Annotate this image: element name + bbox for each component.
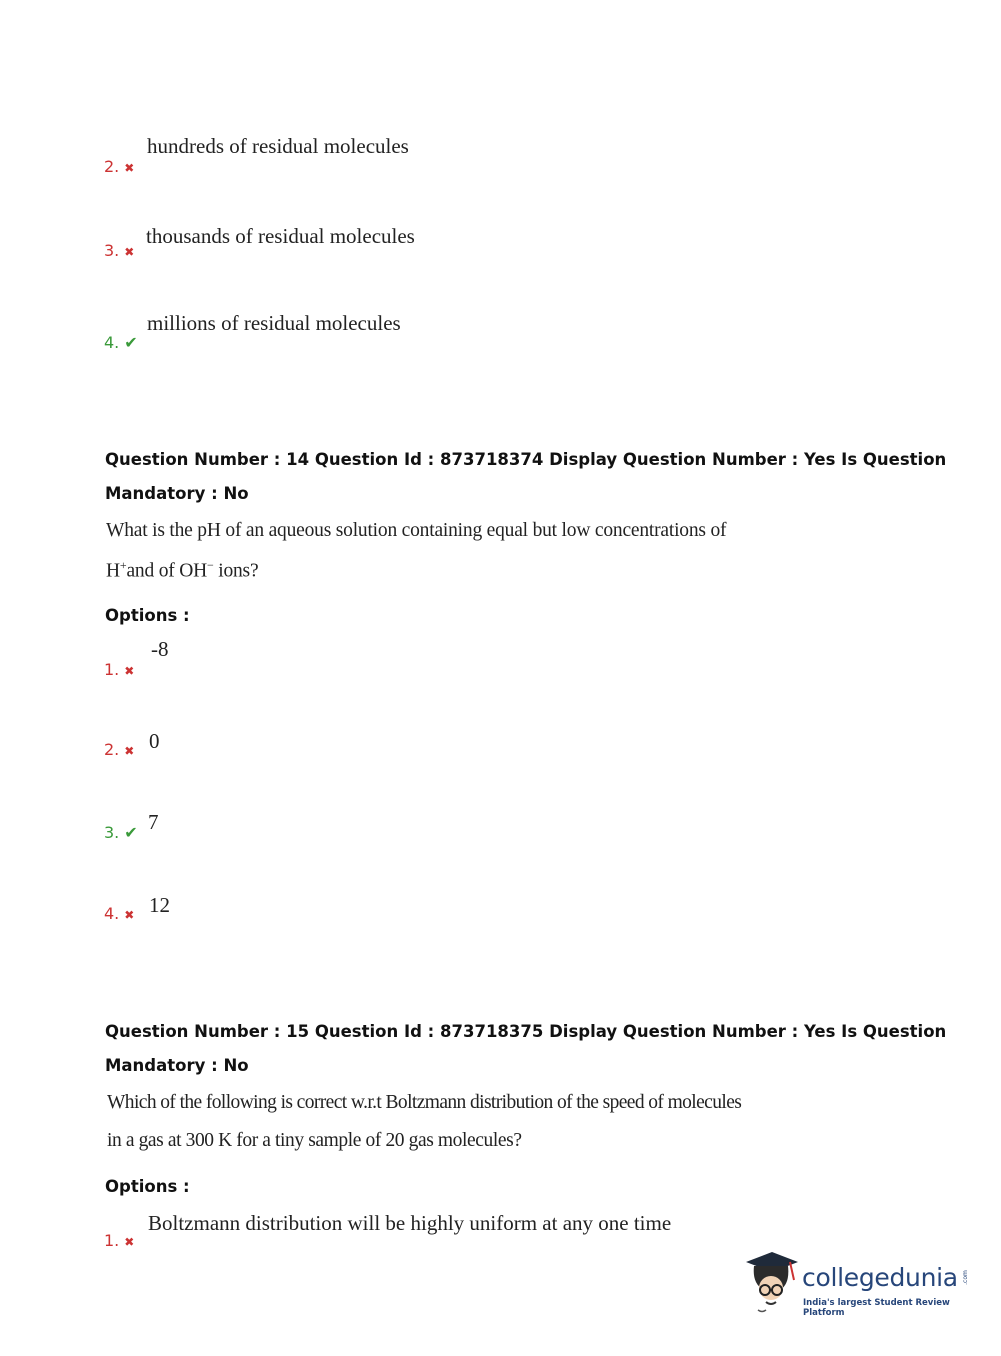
option-text: thousands of residual molecules xyxy=(146,224,415,248)
option-number xyxy=(104,157,134,176)
question-text-line2 xyxy=(106,558,258,583)
question-mandatory: Mandatory : No xyxy=(105,484,249,503)
options-label: Options : xyxy=(105,606,190,625)
option-number-label: 3. xyxy=(104,823,120,842)
cross-icon: ✖ xyxy=(124,1235,135,1249)
option-text: 0 xyxy=(149,729,160,753)
question-header: Question Number : 15 Question Id : 873718375 Display Question Number : Yes Is Question xyxy=(105,1022,947,1041)
check-icon: ✔ xyxy=(124,823,138,842)
question-text-line1: Which of the following is correct w.r.t Boltzmann distribution of the speed of molecules xyxy=(107,1092,742,1113)
option-text: 12 xyxy=(149,893,170,917)
logo-tagline: India's largest Student Review Platform xyxy=(803,1298,950,1318)
option-number xyxy=(104,823,138,842)
option-number xyxy=(104,1231,134,1250)
option-number-label: 2. xyxy=(104,740,120,759)
option-number-label: 4. xyxy=(104,904,120,923)
option-number-label: 4. xyxy=(104,333,120,352)
option-text: Boltzmann distribution will be highly uniform at any one time xyxy=(148,1211,672,1235)
formula-ions: ions? xyxy=(213,560,259,582)
option-text: 7 xyxy=(148,810,159,834)
option-number xyxy=(104,241,134,260)
logo-suffix: .com xyxy=(961,1270,969,1285)
option-number xyxy=(104,904,134,923)
superscript-plus: + xyxy=(119,558,127,572)
option-text: millions of residual molecules xyxy=(147,311,401,335)
option-number-label: 1. xyxy=(104,660,120,679)
cross-icon: ✖ xyxy=(124,245,135,259)
option-number xyxy=(104,740,134,759)
cross-icon: ✖ xyxy=(124,744,135,758)
question-header: Question Number : 14 Question Id : 873718374 Display Question Number : Yes Is Question xyxy=(105,450,947,469)
option-text: -8 xyxy=(151,637,169,661)
option-text: hundreds of residual molecules xyxy=(147,134,409,158)
question-text-line1: What is the pH of an aqueous solution containing equal but low concentrations of xyxy=(106,520,727,541)
cross-icon: ✖ xyxy=(124,908,135,922)
collegedunia-logo xyxy=(742,1248,972,1318)
formula-oh: and of OH xyxy=(126,560,207,582)
logo-wordmark: collegedunia xyxy=(802,1263,958,1292)
check-icon: ✔ xyxy=(124,333,138,352)
option-number-label: 3. xyxy=(104,241,120,260)
option-number xyxy=(104,333,138,352)
question-text-line2: in a gas at 300 K for a tiny sample of 20 gas molecules? xyxy=(107,1130,522,1151)
options-label: Options : xyxy=(105,1177,190,1196)
cross-icon: ✖ xyxy=(124,161,135,175)
option-number xyxy=(104,660,134,679)
option-number-label: 1. xyxy=(104,1231,120,1250)
cross-icon: ✖ xyxy=(124,664,135,678)
question-mandatory: Mandatory : No xyxy=(105,1056,249,1075)
mascot-icon xyxy=(742,1250,800,1314)
formula-h: H xyxy=(106,560,120,582)
superscript-minus: − xyxy=(206,558,214,572)
option-number-label: 2. xyxy=(104,157,120,176)
